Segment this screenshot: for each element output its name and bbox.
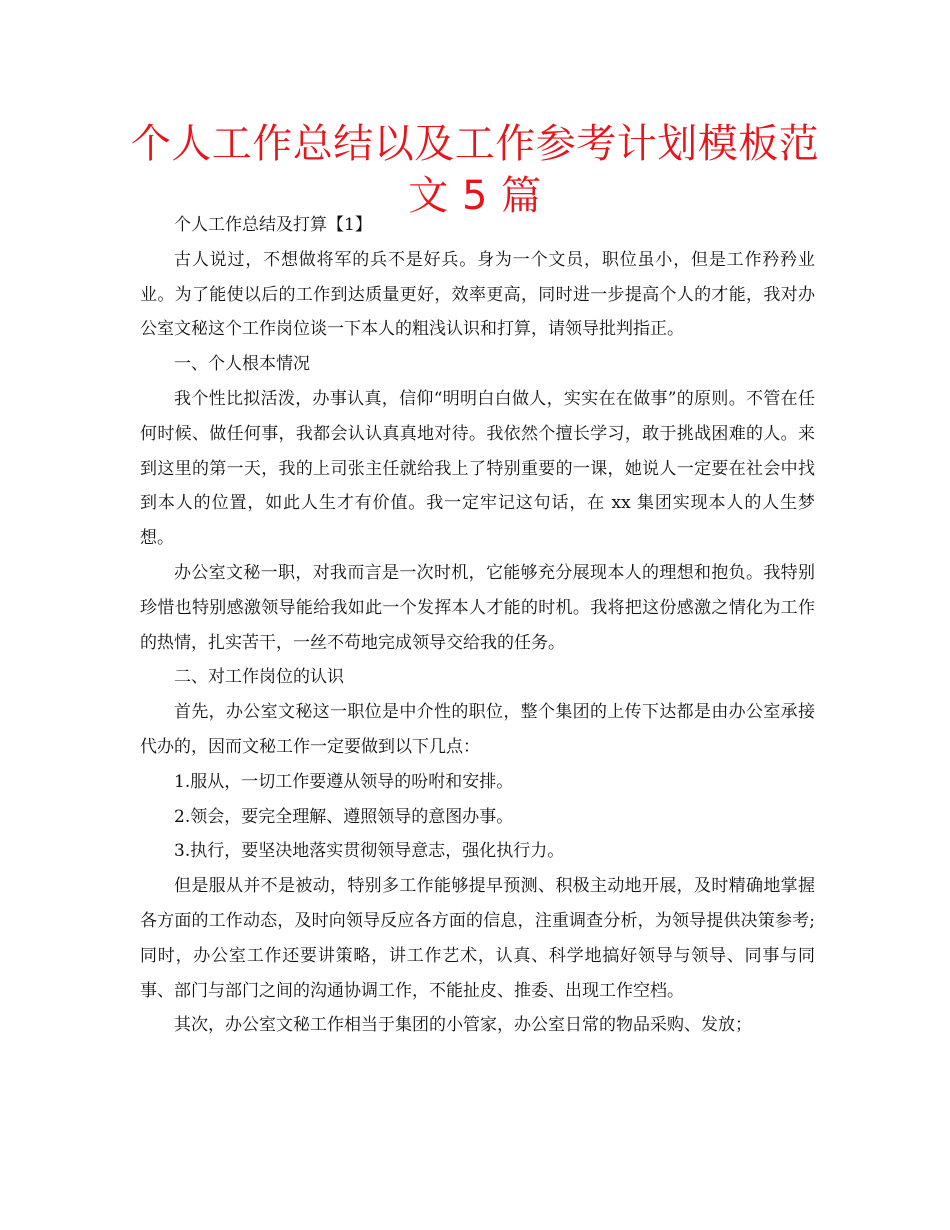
paragraph: 首先，办公室文秘这一职位是中介性的职位，整个集团的上传下达都是由办公室承接代办的，因而文秘工作一定要做到以下几点： bbox=[140, 702, 815, 757]
section-heading: 二、对工作岗位的认识 bbox=[174, 667, 344, 688]
section-heading: 个人工作总结及打算【1】 bbox=[174, 215, 372, 235]
list-item: 3.执行，要坚决地落实贯彻领导意志，强化执行力。 bbox=[174, 841, 565, 862]
list-item: 1.服从，一切工作要遵从领导的吩咐和安排。 bbox=[174, 771, 514, 792]
paragraph: 办公室文秘一职，对我而言是一次时机，它能够充分展现本人的理想和抱负。我特别珍惜也特别感激领导能给我如此一个发挥本人才能的时机。我将把这份感激之情化为工作的热情，扎实苦干，一丝不苟地完成领导交给我的任务。 bbox=[140, 562, 815, 653]
paragraph: 我个性比拟活泼，办事认真，信仰“明明白白做人，实实在在做事”的原则。不管在任何时候、做任何事，我都会认认真真地对待。我依然个擅长学习，敢于挑战困难的人。来到这里的第一天，我的上司张主任就给我上了特别重要的一课，她说人一定要在社会中找到本人的位置，如此人生才有价值。我一定牢记这句话，在 xx 集团实现本人的人生梦想。 bbox=[140, 388, 815, 549]
paragraph: 但是服从并不是被动，特别多工作能够提早预测、积极主动地开展，及时精确地掌握各方面的工作动态，及时向领导反应各方面的信息，注重调查分析，为领导提供决策参考;同时，办公室工作还要讲策略，讲工作艺术，认真、科学地搞好领导与领导、同事与同事、部门与部门之间的沟通协调工作，不能扯皮、推委、出现工作空档。 bbox=[140, 876, 815, 1001]
list-item: 2.领会，要完全理解、遵照领导的意图办事。 bbox=[174, 806, 514, 827]
document-body bbox=[140, 208, 815, 1043]
section-heading: 一、个人根本情况 bbox=[174, 354, 310, 375]
paragraph: 古人说过，不想做将军的兵不是好兵。身为一个文员，职位虽小，但是工作矜矜业业。为了能使以后的工作到达质量更好，效率更高，同时进一步提高个人的才能，我对办公室文秘这个工作岗位谈一下本人的粗浅认识和打算，请领导批判指正。 bbox=[140, 249, 815, 340]
paragraph: 其次，办公室文秘工作相当于集团的小管家，办公室日常的物品采购、发放； bbox=[174, 1015, 752, 1036]
document-title: 个人工作总结以及工作参考计划模板范文 5 篇 bbox=[130, 121, 820, 219]
